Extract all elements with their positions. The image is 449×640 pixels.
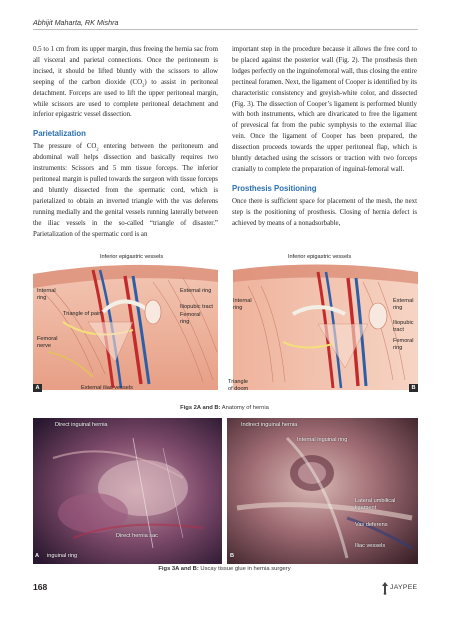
right-paragraph-1: important step in the procedure because it allows the free cord to be placed against the posterior wall (Fig. 2). The prosthesis then lodges perfectly on the inguinofemoral wall, thus closing the entire pectineal foramen. Next, the ligament of Cooper is identified by its characteristic consistency and greyish-white color, and dissected (Fig. 3). The dissection of Cooper’s ligament is performed bluntly with both instruments, which are divaricated to free the ligament of prevesical fat from the pubic symphysis to the external iliac vein. Once the ligament of Cooper has been prepared, the dissection proceeds towards the upper peritoneal flap, which is bluntly detached using the scissors or traction with two forceps cranially to complete the preparation of inguinal-femoral wall.: [232, 46, 417, 173]
label-vas-deferens: Vas deferens: [355, 522, 388, 528]
label-lateral-umbilical-ligament: Lateral umbilical ligament: [355, 498, 396, 511]
photo-a-tag: A: [35, 553, 40, 559]
label-b-inferior-epigastric: Inferior epigastric vessels: [288, 254, 352, 260]
label-a-femoral-nerve: Femoral nerve: [37, 336, 58, 349]
section-heading-parietalization: Parietalization: [33, 129, 86, 139]
co2-subscript-2: 2: [96, 146, 99, 152]
label-internal-inguinal-ring: Internal inguinal ring: [297, 437, 348, 443]
label-b-iliopubic-tract: Iliopubic tract: [393, 320, 414, 333]
right-text-column: [232, 45, 417, 230]
section-heading-prosthesis-positioning: Prosthesis Positioning: [232, 183, 317, 193]
publisher-logo: [380, 581, 420, 595]
panel-b-drawing: [233, 264, 418, 390]
left-p2-text: The pressure of CO: [33, 143, 97, 151]
label-indirect-inguinal-hernia: Indirect inguinal hernia: [241, 422, 298, 428]
label-b-external-ring: External ring: [393, 298, 414, 311]
anatomy-illustration: [33, 252, 418, 404]
left-p1-text: 0.5 to 1 cm from its upper margin, thus freeing the hernia sac from all visceral and parietal connections. Once the peritoneum is incised, it should be lifted bluntly with the scissors to allow seeping of the carbon dioxide (CO: [33, 46, 218, 86]
label-direct-inguinal-hernia: Direct inguinal hernia: [55, 422, 108, 428]
figure-2-anatomy: [33, 252, 418, 404]
photo-a-image: [33, 418, 222, 564]
label-a-triangle-of-pain: Triangle of pain: [63, 311, 102, 317]
label-b-femoral-ring: Femoral ring: [393, 338, 414, 351]
figure-2-caption-label: Figs 2A and B:: [180, 405, 221, 411]
figure-3-caption: [0, 566, 449, 572]
figure-3-caption-label: Figs 3A and B:: [158, 566, 199, 572]
page-number: 168: [33, 582, 48, 592]
figure-3b-photo: [227, 418, 418, 564]
label-direct-hernia-sac: Direct hernia sac: [116, 533, 158, 539]
label-b-triangle-of-doom: Triangle of doom: [228, 379, 249, 392]
label-iliac-vessels: Iliac vessels: [355, 543, 386, 549]
left-text-column: [33, 45, 218, 241]
figure-3a-photo: [33, 418, 222, 564]
label-a-external-iliac: External iliac vessels: [81, 385, 133, 391]
label-a-iliopubic-tract: Iliopubic tract: [180, 304, 213, 310]
right-paragraph-2: Once there is sufficient space for placement of the mesh, the next step is the positioning of prosthesis. Closing of hernia defect is achieved by means of a nonadsorbable,: [232, 197, 417, 227]
figure-3-caption-text: Uscay tissue glue in hernia surgery: [198, 566, 291, 572]
label-inguinal-ring: inguinal ring: [47, 553, 78, 559]
figure-2-caption-text: Anatomy of hernia: [220, 405, 269, 411]
label-a-internal-ring: Internal ring: [37, 288, 56, 301]
panel-b-tag: B: [409, 384, 418, 392]
publisher-name: JAYPEE: [390, 584, 418, 591]
left-paragraph-1: [33, 45, 218, 121]
panel-a-tag: A: [33, 384, 42, 392]
header-rule: [33, 29, 418, 30]
left-p2-tail: entering between the peritoneum and abdominal wall helps dissection and basically requires two instruments: Scissors and 5 mm tissue forceps. The inferior peritoneal margin is pulled towards the surgeon with tissue forceps and bluntly dissected from the spermatic cord, which is parietalized to obtain an inverted triangle with the vas deferens running medially and the genital vessels running laterally between the iliac vessels in the so-called “triangle of disaster.” Parietalization of the spermatic cord is an: [33, 143, 218, 238]
co2-subscript: 2: [142, 82, 145, 88]
left-paragraph-2: [33, 142, 218, 240]
publisher-emblem-icon: [380, 581, 390, 595]
running-header-authors: Abhijit Maharta, RK Mishra: [33, 18, 119, 27]
left-p1-tail: ) to assist in peritoneal detachment. Forceps are used to lift the upper peritoneal margin, while scissors are used to complete peritoneal detachment and inferior epigastric vessel dissection.: [33, 78, 218, 119]
label-b-internal-ring: Internal ring: [233, 298, 252, 311]
label-a-external-ring: External ring: [180, 288, 212, 294]
figure-2-caption: [0, 405, 449, 411]
photo-b-tag: B: [230, 553, 235, 559]
label-a-inferior-epigastric: Inferior epigastric vessels: [100, 254, 164, 260]
panel-a-drawing: [33, 265, 218, 390]
label-a-femoral-ring: Femoral ring: [180, 312, 201, 325]
